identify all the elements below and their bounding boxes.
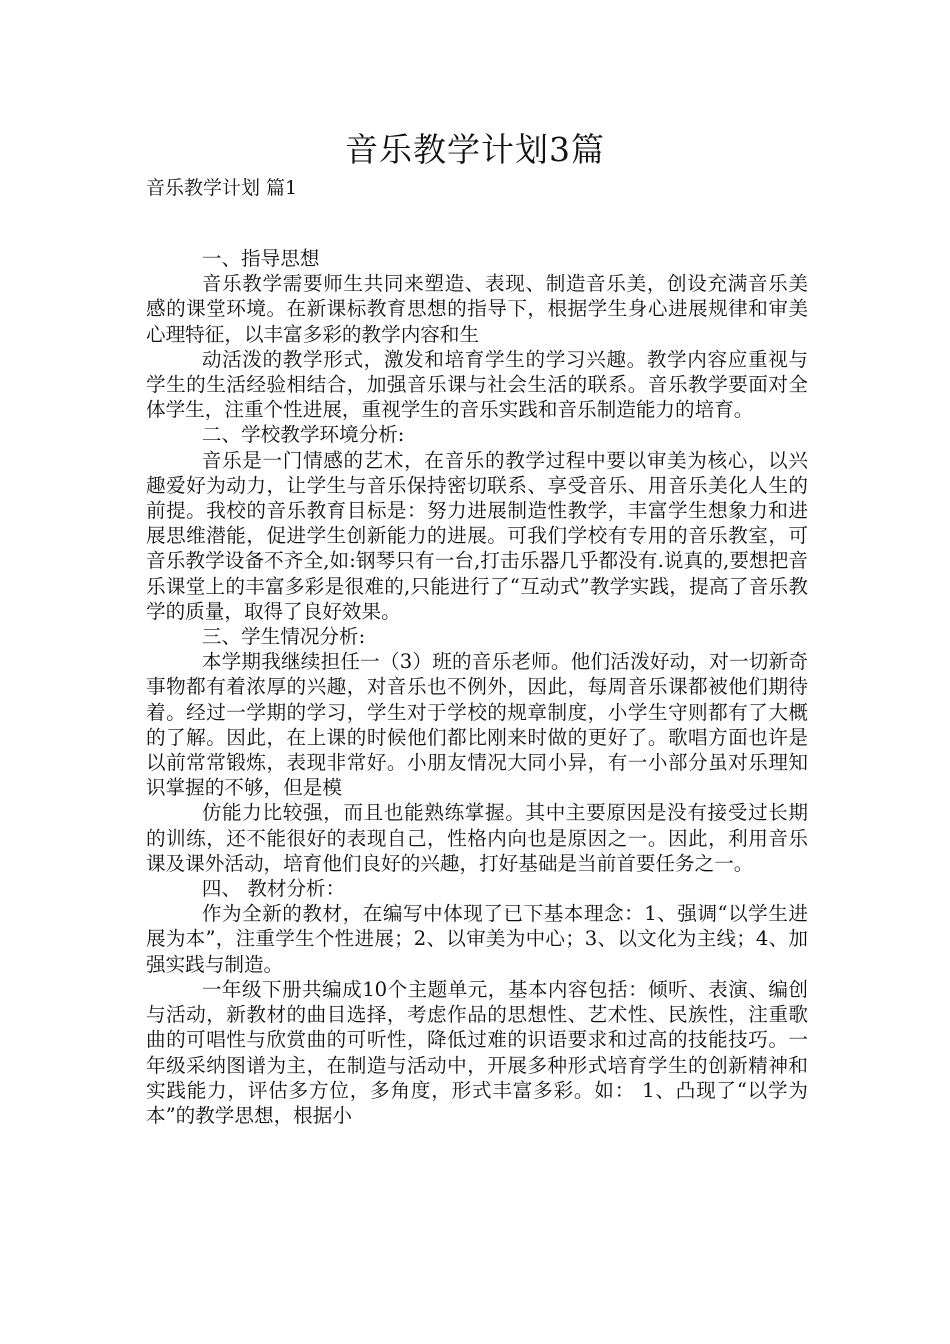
section-heading-student-analysis: 三、学生情况分析: [201,625,366,649]
document-title: 音乐教学计划3篇 [345,130,605,169]
paragraph-student-analysis: 本学期我继续担任一（3）班的音乐老师。他们活泼好动，对一切新奇事物都有着浓厚的兴趣，对音乐也不例外，因此，每周音乐课都被他们期待着。经过一学期的学习，学生对于学校的规章制度，小学生守则都有了大概的了解。因此，在上课的时候他们都比刚来时做的更好了。歌唱方面也许是以前常常锻炼，表现非常好。小朋友情况大同小异，有一小部分虽对乐理知识掌握的不够，但是模 [146,650,808,800]
paragraph-guiding-ideology-cont: 动活泼的教学形式，激发和培育学生的学习兴趣。教学内容应重视与学生的生活经验相结合，加强音乐课与社会生活的联系。音乐教学要面对全体学生，注重个性进展，重视学生的音乐实践和音乐制造能力的培育。 [146,347,808,422]
paragraph-textbook-concepts: 作为全新的教材，在编写中体现了已下基本理念：1、强调“以学生进展为本”，注重学生个性进展；2、以审美为中心；3、以文化为主线；4、加强实践与制造。 [146,902,808,976]
section-heading-school-environment: 二、学校教学环境分析: [201,423,405,447]
document-subtitle: 音乐教学计划 篇1 [146,177,298,199]
paragraph-student-analysis-cont: 仿能力比较强，而且也能熟练掌握。其中主要原因是没有接受过长期的训练，还不能很好的表现自己，性格内向也是原因之一。因此，利用音乐课及课外活动，培育他们良好的兴趣，打好基础是当前首要任务之一。 [146,801,808,875]
document-body [146,246,808,1128]
paragraph-school-environment: 音乐是一门情感的艺术，在音乐的教学过程中要以审美为核心，以兴趣爱好为动力，让学生与音乐保持密切联系、享受音乐、用音乐美化人生的前提。我校的音乐教育目标是：努力进展制造性教学，丰富学生想象力和进展思维潜能，促进学生创新能力的进展。可我们学校有专用的音乐教室，可音乐教学设备不齐全,如:钢琴只有一台,打击乐器几乎都没有.说真的,要想把音乐课堂上的丰富多彩是很难的,只能进行了“互动式”教学实践，提高了音乐教学的质量，取得了良好效果。 [146,448,808,623]
paragraph-guiding-ideology: 音乐教学需要师生共同来塑造、表现、制造音乐美，创设充满音乐美感的课堂环境。在新课标教育思想的指导下，根据学生身心进展规律和审美心理特征，以丰富多彩的教学内容和生 [146,272,808,346]
paragraph-textbook-units: 一年级下册共编成10个主题单元，基本内容包括：倾听、表演、编创与活动，新教材的曲目选择，考虑作品的思想性、艺术性、民族性，注重歌曲的可唱性与欣赏曲的可听性，降低过难的识语要求和过高的技能技巧。一年级采纳图谱为主，在制造与活动中，开展多种形式培育学生的创新精神和实践能力，评估多方位，多角度，形式丰富多彩。如： 1、凸现了“以学为本”的教学思想，根据小 [146,977,808,1127]
section-heading-textbook-analysis: 四、 教材分析： [201,877,346,901]
section-heading-guiding-ideology: 一、指导思想 [201,247,320,270]
